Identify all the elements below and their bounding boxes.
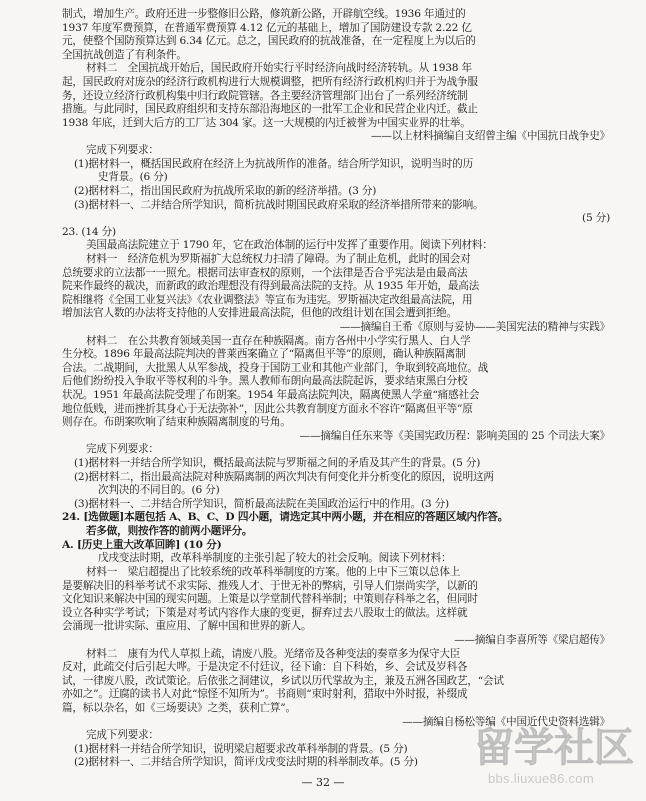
source-citation: ——摘编自杨松等编《中国近代史资料选辑》 bbox=[402, 715, 610, 728]
score-note: (5 分) bbox=[582, 212, 610, 225]
text-line: 后他们纷纷投入争取平等权利的斗争。黑人教师布朗向最高法院起诉，要求结束黑白分校 bbox=[62, 375, 468, 388]
question-item-cont: 史背景。(6 分) bbox=[98, 171, 168, 184]
material-heading-line: 材料二 康有为代人草拟上疏，请废八股。光绪帝及各种变法的奏章多为保守大臣 bbox=[86, 647, 461, 660]
requirements-heading: 完成下列要求： bbox=[86, 443, 159, 456]
question-item-cont: 次判决的不同目的。(6 分) bbox=[98, 484, 220, 497]
text-line: 文化知识来解决中国的现实问题。上策是以学堂制代替科举制；中策则存科举之名，但同时 bbox=[62, 593, 478, 606]
question-item: (2)据材料二，指出最高法院对种族隔离制的两次判决有何变化并分析变化的原因，说明这两 bbox=[74, 470, 494, 483]
text-line: 全国抗战创造了有利条件。 bbox=[62, 48, 187, 61]
text-line: 起，国民政府对庞杂的经济行政机构进行大规模调整，把所有经济行政机构归并于为战争服 bbox=[62, 76, 478, 89]
text-line: 美国最高法院建立于 1790 年，它在政治体制的运行中发挥了重要作用。阅读下列材料： bbox=[86, 239, 493, 252]
text-line: 元，使整个国防预算达到 6.34 亿元。总之，国民政府的抗战准备，在一定程度上为以后的 bbox=[62, 35, 476, 48]
question-number: 23. (14 分) bbox=[62, 225, 116, 238]
text-line: 措施。与此同时，国民政府组织和支持东部沿海地区的一批军工企业和民营企业内迁。截止 bbox=[62, 103, 478, 116]
text-line: 则存在。布朗案吹响了结束种族隔离制度的号角。 bbox=[62, 416, 291, 429]
source-citation: ——以上材料摘编自支绍曾主编《中国抗日战争史》 bbox=[370, 130, 610, 143]
question-number: 24. [选做题]本题包括 A、B、C、D 四小题，请选定其中两小题，并在相应的答题区域内作答。 bbox=[62, 511, 509, 524]
text-line: 院来作最终的裁决，而新政的政治理想没有得到最高法院的支持。从 1935 年开始，最高法 bbox=[62, 280, 480, 293]
text-line: 反对，此疏交付后引起大哗。于是决定不付廷议，径下谕：自下科始，乡、会试及岁科各 bbox=[62, 661, 468, 674]
source-citation: ——摘编自任东来等《美国宪政历程：影响美国的 25 个司法大案》 bbox=[299, 429, 610, 442]
question-item: (1)据材料一并结合所学知识，概括最高法院与罗斯福之间的矛盾及其产生的背景。(5 分) bbox=[74, 457, 481, 470]
text-line: 戊戌变法时期，改革科举制度的主张引起了较大的社会反响。阅读下列材料： bbox=[98, 552, 452, 565]
question-item: (3)据材料一、二并结合所学知识，简析最高法院在美国政治运行中的作用。(3 分) bbox=[74, 497, 449, 510]
source-citation: ——摘编自李喜所等《梁启超传》 bbox=[454, 633, 610, 646]
question-item: (2)据材料一、二并结合所学知识，简评戊戌变法时期的科举制改革。(5 分) bbox=[74, 756, 418, 769]
text-line: 制式，增加生产。政府还进一步整修旧公路，修筑新公路，开辟航空线。1936 年通过的 bbox=[62, 8, 466, 20]
material-heading-line: 材料一 梁启超提出了比较系统的改革科举制度的方案。他的上中下三策以总体上 bbox=[86, 565, 461, 578]
text-line: 1938 年底，迁到大后方的工厂达 304 家。这一大规模的内迁被誉为中国实业界的壮举。 bbox=[62, 116, 471, 129]
text-line: 合法。二战期间，大批黑人从军参战，投身于国防工业和其他产业部门，争取到较高地位。战 bbox=[62, 361, 489, 374]
text-line: 生分校。1896 年最高法院判决的普莱西案确立了“隔离但平等”的原则，确认种族隔离制 bbox=[62, 348, 466, 361]
question-item: (1)据材料一，概括国民政府在经济上为抗战所作的准备。结合所学知识，说明当时的历 bbox=[74, 157, 473, 170]
text-line: 1937 年度军费预算，在普通军费预算 4.12 亿元的基础上，增加了国防建设专款 2.22 亿 bbox=[62, 21, 472, 34]
requirements-heading: 完成下列要求： bbox=[86, 729, 159, 742]
instruction-line: 若多做，则按作答的前两小题评分。 bbox=[86, 525, 253, 538]
material-heading-line: 材料二 在公共教育领域美国一直存在种族隔离。南方各州中小学实行黑人、白人学 bbox=[86, 334, 471, 347]
watermark-url: bbs.liuxue86.com bbox=[488, 771, 594, 786]
text-line: 增加法官人数的办法将支持他的人安排进最高法院，但他的改组计划在国会遭到拒绝。 bbox=[62, 307, 457, 320]
source-citation: ——摘编自王希《原则与妥协——美国宪法的精神与实践》 bbox=[339, 320, 610, 333]
text-line: 地位低贱，进而挫折其身心于无法弥补”，因此公共教育制度方面永不容许“隔离但平等”原 bbox=[62, 402, 473, 415]
text-line: 院相继将《全国工业复兴法》《农业调整法》等宣布为违宪。罗斯福决定改组最高法院，用 bbox=[62, 293, 473, 306]
text-line: 状况。1951 年最高法院受理了布朗案。1954 年最高法院判决，隔离使黑人学童“痛感社会 bbox=[62, 389, 480, 401]
text-line: 设立各种实学考试；下策是对考试内容作大康的变更，摒弃过去八股取士的做法。这样就 bbox=[62, 606, 468, 619]
text-line: 会涌现一批讲实际、重应用、了解中国和世界的新人。 bbox=[62, 620, 312, 633]
subquestion-heading: A. [历史上重大改革回眸] (10 分) bbox=[62, 538, 222, 551]
question-item: (3)据材料一、二并结合所学知识，简析抗战时期国民政府采取的经济举措所带来的影响。 bbox=[74, 198, 484, 211]
watermark-logo bbox=[470, 715, 636, 771]
page-number: — 32 — bbox=[301, 776, 345, 789]
text-line: 是要解决旧的科举考试不求实际、推残人才、于世无补的弊病，引导人们崇尚实学，以新的 bbox=[62, 579, 478, 592]
text-line: 务，还设立经济行政机构集中归行政院管辖。各主要经济管理部门出台了一系列经济统制 bbox=[62, 89, 468, 102]
requirements-heading: 完成下列要求： bbox=[86, 144, 159, 157]
material-heading-line: 材料二 全国抗战开始后，国民政府开始实行平时经济向战时经济转轨。从 1938 年 bbox=[86, 62, 472, 75]
text-line: 试，一律废八股，改试策论。后依张之洞建议，乡试以历代掌故为主，兼及五洲各国政艺，“会试 bbox=[62, 674, 504, 687]
watermark-logo-text: 留学社区 bbox=[474, 725, 634, 771]
watermark bbox=[470, 715, 636, 793]
text-line: 篇，标以杂名，如《三场要诀》之类，获利亡算”。 bbox=[62, 701, 296, 714]
text-line: 亦如之”。迂腐的读书人对此“惊怪不知所为”。书商则“束时射利，猎取中外时报，补缀成 bbox=[62, 688, 468, 701]
question-item: (1)据材料一并结合所学知识，说明梁启超要求改革科举制的背景。(5 分) bbox=[74, 742, 408, 755]
material-heading-line: 材料一 经济危机为罗斯福扩大总统权力扫清了障碍。为了制止危机，此时的国会对 bbox=[86, 252, 471, 265]
text-line: 总统要求的立法都一一照允。根据司法审查权的原则，一个法律是否合乎宪法是由最高法 bbox=[62, 266, 468, 279]
question-item: (2)据材料二，指出国民政府为抗战所采取的新的经济举措。(3 分) bbox=[74, 184, 377, 197]
